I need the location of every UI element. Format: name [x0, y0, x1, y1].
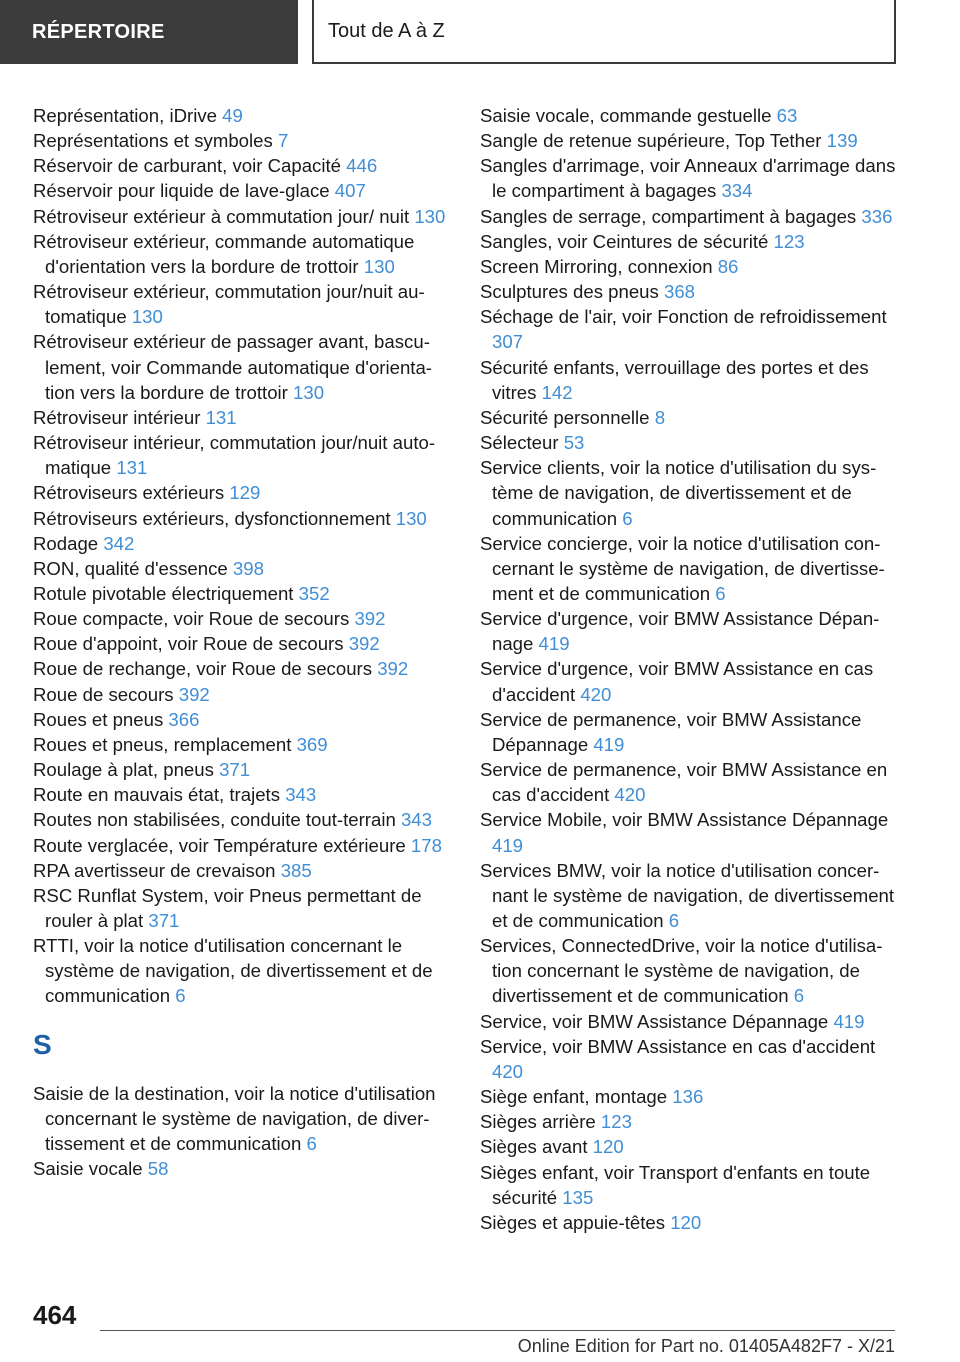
subtitle-tab — [312, 0, 896, 64]
entry-term: Sécurité enfants, verrouillage des portes et des vitres — [480, 356, 869, 403]
entry-term: Service, voir BMW Assistance en cas d'accident — [480, 1035, 876, 1057]
index-entry — [33, 682, 453, 707]
entry-term: Sangles de serrage, compartiment à bagages — [480, 205, 862, 227]
page-reference-link[interactable]: 371 — [148, 910, 180, 931]
entry-term: RSC Runflat System, voir Pneus permettant de rouler à plat — [33, 884, 422, 931]
index-entry — [33, 833, 453, 858]
index-entry — [480, 405, 900, 430]
entry-term: Service de permanence, voir BMW Assistance en cas d'accident — [480, 759, 888, 806]
index-entry — [480, 1109, 900, 1134]
entry-term: Rétroviseurs extérieurs — [33, 482, 230, 504]
index-entry — [480, 531, 900, 606]
index-entry — [480, 204, 900, 229]
entry-term: Rotule pivotable électriquement — [33, 582, 299, 604]
page-reference-link[interactable]: 398 — [232, 557, 264, 579]
page-reference-link[interactable]: 343 — [400, 809, 432, 831]
index-entry — [33, 1156, 453, 1181]
page-reference-link[interactable]: 58 — [147, 1158, 169, 1180]
index-entry — [33, 807, 453, 832]
page-reference-link[interactable]: 420 — [492, 1060, 524, 1082]
page-reference-link[interactable]: 419 — [593, 733, 625, 755]
index-entry — [480, 757, 900, 807]
entry-term: Rétroviseur extérieur à commutation jour/ nuit — [33, 205, 415, 227]
index-entry — [33, 631, 453, 656]
page-reference-link[interactable]: 6 — [175, 985, 186, 1007]
page-reference-link[interactable]: 446 — [346, 155, 378, 177]
page-reference-link[interactable]: 343 — [285, 784, 317, 806]
entry-term: Services, ConnectedDrive, voir la notice d'utilisation concernant le système de navigation, de divertissement et de communication — [480, 935, 883, 1007]
index-entry — [33, 858, 453, 883]
page-reference-link[interactable]: 8 — [654, 406, 666, 428]
entry-term: Saisie vocale — [33, 1158, 148, 1180]
index-entry — [33, 279, 453, 329]
index-entry — [33, 128, 453, 153]
page-reference-link[interactable]: 419 — [492, 834, 524, 856]
page-reference-link[interactable]: 385 — [280, 859, 312, 881]
index-entry — [480, 656, 900, 706]
entry-term: Sélecteur — [480, 432, 564, 454]
index-entry — [480, 1084, 900, 1109]
page-reference-link[interactable]: 342 — [103, 532, 135, 554]
entry-term: Service de permanence, voir BMW Assistance Dépannage — [480, 708, 862, 755]
index-entry — [33, 707, 453, 732]
page-reference-link[interactable]: 130 — [414, 205, 446, 227]
index-entry — [480, 1034, 900, 1084]
page-reference-link[interactable]: 7 — [277, 130, 289, 152]
index-entry — [480, 279, 900, 304]
entry-term: Rétroviseur extérieur, commutation jour/nuit automatique — [33, 281, 425, 328]
index-entry — [33, 757, 453, 782]
page-reference-link[interactable]: 407 — [334, 180, 366, 202]
index-entry — [480, 153, 900, 203]
index-entry — [480, 933, 900, 1008]
page-reference-link[interactable]: 6 — [622, 507, 633, 529]
index-entry — [480, 1160, 900, 1210]
page-reference-link[interactable]: 420 — [614, 784, 646, 806]
index-entry — [33, 480, 453, 505]
index-entry — [33, 883, 453, 933]
page-reference-link[interactable]: 131 — [205, 406, 237, 428]
footer-divider — [100, 1330, 895, 1331]
entry-term: Sangles d'arrimage, voir Anneaux d'arrimage dans le compartiment à bagages — [480, 155, 896, 202]
entry-term: Sièges avant — [480, 1136, 593, 1158]
page-reference-link[interactable]: 392 — [377, 658, 409, 680]
page-reference-link[interactable]: 130 — [293, 381, 325, 403]
entry-term: Sièges arrière — [480, 1111, 601, 1133]
section-title: RÉPERTOIRE — [32, 20, 165, 43]
entry-term: Roues et pneus — [33, 708, 169, 730]
page-reference-link[interactable]: 130 — [363, 255, 395, 277]
section-letter: S — [33, 1028, 52, 1060]
entry-term: Route en mauvais état, trajets — [33, 784, 286, 806]
entry-term: Siège enfant, montage — [480, 1086, 673, 1108]
index-entry — [480, 430, 900, 455]
page-reference-link[interactable]: 129 — [229, 482, 261, 504]
index-entry — [480, 807, 900, 857]
entry-term: Sangles, voir Ceintures de sécurité — [480, 230, 774, 252]
entry-term: Réservoir de carburant, voir Capacité — [33, 155, 347, 177]
entry-term: Roue de rechange, voir Roue de secours — [33, 658, 378, 680]
entry-term: Sécurité personnelle — [480, 406, 655, 428]
entry-term: Rétroviseur intérieur, commutation jour/nuit automatique — [33, 432, 436, 479]
index-entry — [33, 178, 453, 203]
index-entry — [480, 254, 900, 279]
page-reference-link[interactable]: 142 — [541, 381, 573, 403]
page-reference-link[interactable]: 6 — [793, 985, 805, 1007]
page-reference-link[interactable]: 6 — [715, 582, 726, 604]
page-reference-link[interactable]: 392 — [178, 683, 210, 705]
entry-term: Service d'urgence, voir BMW Assistance Dépannage — [480, 608, 880, 655]
index-column-left — [33, 103, 453, 1181]
page-number: 464 — [33, 1300, 77, 1330]
index-entry — [480, 304, 900, 354]
page-reference-link[interactable]: 369 — [296, 733, 328, 755]
index-entry — [33, 531, 453, 556]
subtitle-text: Tout de A à Z — [328, 19, 445, 42]
page-reference-link[interactable]: 392 — [354, 608, 386, 630]
index-entry — [33, 732, 453, 757]
entry-term: Roue compacte, voir Roue de secours — [33, 608, 355, 630]
entry-term: Screen Mirroring, connexion — [480, 255, 718, 277]
entry-term: Sculptures des pneus — [480, 281, 664, 303]
entry-term: Réservoir pour liquide de lave-glace — [33, 180, 335, 202]
entry-term: RON, qualité d'essence — [33, 557, 233, 579]
index-entry — [33, 329, 453, 404]
page-reference-link[interactable]: 420 — [580, 683, 612, 705]
entry-term: Saisie de la destination, voir la notice d'utilisation concernant le système de navigation, de divertissement et de communication — [33, 1082, 436, 1154]
index-column-right — [480, 103, 900, 1235]
index-entry — [480, 1009, 900, 1034]
index-entry — [33, 229, 453, 279]
entry-term: Services BMW, voir la notice d'utilisation concernant le système de navigation, de divertissement et de communication — [480, 859, 895, 931]
section-tab — [0, 0, 298, 64]
page-reference-link[interactable]: 178 — [410, 834, 442, 856]
entry-term: Sièges enfant, voir Transport d'enfants en toute sécurité — [480, 1161, 871, 1208]
entry-term: Rétroviseur intérieur — [33, 406, 206, 428]
page-reference-link[interactable]: 120 — [592, 1136, 624, 1158]
index-entry — [480, 1210, 900, 1235]
index-entry — [480, 455, 900, 530]
page-reference-link[interactable]: 130 — [131, 306, 163, 328]
index-entry — [33, 103, 453, 128]
entry-term: RTTI, voir la notice d'utilisation concernant le système de navigation, de divertissement et de communication — [33, 935, 433, 1007]
index-entry — [480, 128, 900, 153]
index-entry — [480, 1134, 900, 1159]
entry-term: Représentations et symboles — [33, 130, 278, 152]
entry-term: Roues et pneus, remplacement — [33, 733, 297, 755]
page-reference-link[interactable]: 307 — [492, 331, 524, 353]
index-entry — [33, 153, 453, 178]
page-reference-link[interactable]: 86 — [717, 255, 739, 277]
page-reference-link[interactable]: 392 — [348, 633, 380, 655]
index-entry — [480, 858, 900, 933]
index-entry — [480, 355, 900, 405]
index-list-s-continued — [480, 103, 900, 1235]
page-reference-link[interactable]: 63 — [776, 105, 798, 126]
index-entry — [33, 656, 453, 681]
index-entry — [480, 229, 900, 254]
page-reference-link[interactable]: 368 — [664, 281, 696, 303]
index-entry — [33, 405, 453, 430]
index-list-s — [33, 1081, 453, 1182]
entry-term: Sièges et appuie-têtes — [480, 1211, 671, 1233]
entry-term: Rétroviseur extérieur de passager avant, basculement, voir Commande automatique d'orientation vers la bordure de trottoir — [33, 331, 432, 403]
page-reference-link[interactable]: 6 — [306, 1132, 317, 1154]
index-entry — [33, 581, 453, 606]
index-entry — [480, 707, 900, 757]
entry-term: Rétroviseur extérieur, commande automatique d'orientation vers la bordure de trottoir — [33, 230, 415, 277]
entry-term: Roulage à plat, pneus — [33, 759, 220, 781]
entry-term: Service concierge, voir la notice d'utilisation concernant le système de navigation, de divertissement et de communication — [480, 532, 885, 604]
entry-term: Service, voir BMW Assistance Dépannage — [480, 1010, 834, 1032]
entry-term: RPA avertisseur de crevaison — [33, 859, 281, 881]
page-reference-link[interactable]: 131 — [116, 457, 148, 479]
index-entry — [33, 506, 453, 531]
index-entry — [33, 933, 453, 1008]
page-reference-link[interactable]: 336 — [861, 205, 893, 227]
index-entry — [33, 556, 453, 581]
index-entry — [480, 103, 900, 128]
page-reference-link[interactable]: 6 — [668, 910, 680, 931]
page-reference-link[interactable]: 120 — [670, 1211, 702, 1233]
entry-term: Rodage — [33, 532, 104, 554]
page-reference-link[interactable]: 136 — [672, 1086, 704, 1108]
page-reference-link[interactable]: 352 — [298, 582, 330, 604]
page-reference-link[interactable]: 49 — [222, 105, 243, 126]
entry-term: Roue d'appoint, voir Roue de secours — [33, 633, 349, 655]
entry-term: Séchage de l'air, voir Fonction de refroidissement — [480, 306, 887, 328]
index-entry — [33, 430, 453, 480]
page-reference-link[interactable]: 366 — [168, 708, 200, 730]
entry-term: Rétroviseurs extérieurs, dysfonctionnement — [33, 507, 396, 529]
index-entry — [33, 606, 453, 631]
index-entry — [33, 1081, 453, 1156]
entry-term: Routes non stabilisées, conduite tout-terrain — [33, 809, 401, 831]
page-reference-link[interactable]: 419 — [538, 633, 570, 655]
index-list-r — [33, 103, 453, 1009]
page-reference-link[interactable]: 371 — [219, 759, 251, 781]
entry-term: Représentation, iDrive — [33, 105, 223, 126]
page-reference-link[interactable]: 139 — [826, 130, 858, 152]
entry-term: Service clients, voir la notice d'utilisation du système de navigation, de divertissement et de communication — [480, 457, 877, 529]
index-entry — [33, 782, 453, 807]
entry-term: Roue de secours — [33, 683, 179, 705]
page-reference-link[interactable]: 334 — [721, 180, 753, 202]
entry-term: Saisie vocale, commande gestuelle — [480, 105, 777, 126]
page-reference-link[interactable]: 123 — [600, 1111, 632, 1133]
index-entry — [33, 204, 453, 229]
index-entry — [480, 606, 900, 656]
entry-term: Route verglacée, voir Température extérieure — [33, 834, 411, 856]
page-reference-link[interactable]: 419 — [833, 1010, 865, 1032]
page-reference-link[interactable]: 53 — [563, 432, 585, 454]
entry-term: Service d'urgence, voir BMW Assistance en cas d'accident — [480, 658, 874, 705]
entry-term: Service Mobile, voir BMW Assistance Dépannage — [480, 809, 889, 831]
footer-edition: Online Edition for Part no. 01405A482F7 - X/21 — [517, 1336, 895, 1356]
page-reference-link[interactable]: 130 — [395, 507, 427, 529]
entry-term: Sangle de retenue supérieure, Top Tether — [480, 130, 827, 152]
page-reference-link[interactable]: 135 — [562, 1186, 594, 1208]
page-reference-link[interactable]: 123 — [773, 230, 805, 252]
